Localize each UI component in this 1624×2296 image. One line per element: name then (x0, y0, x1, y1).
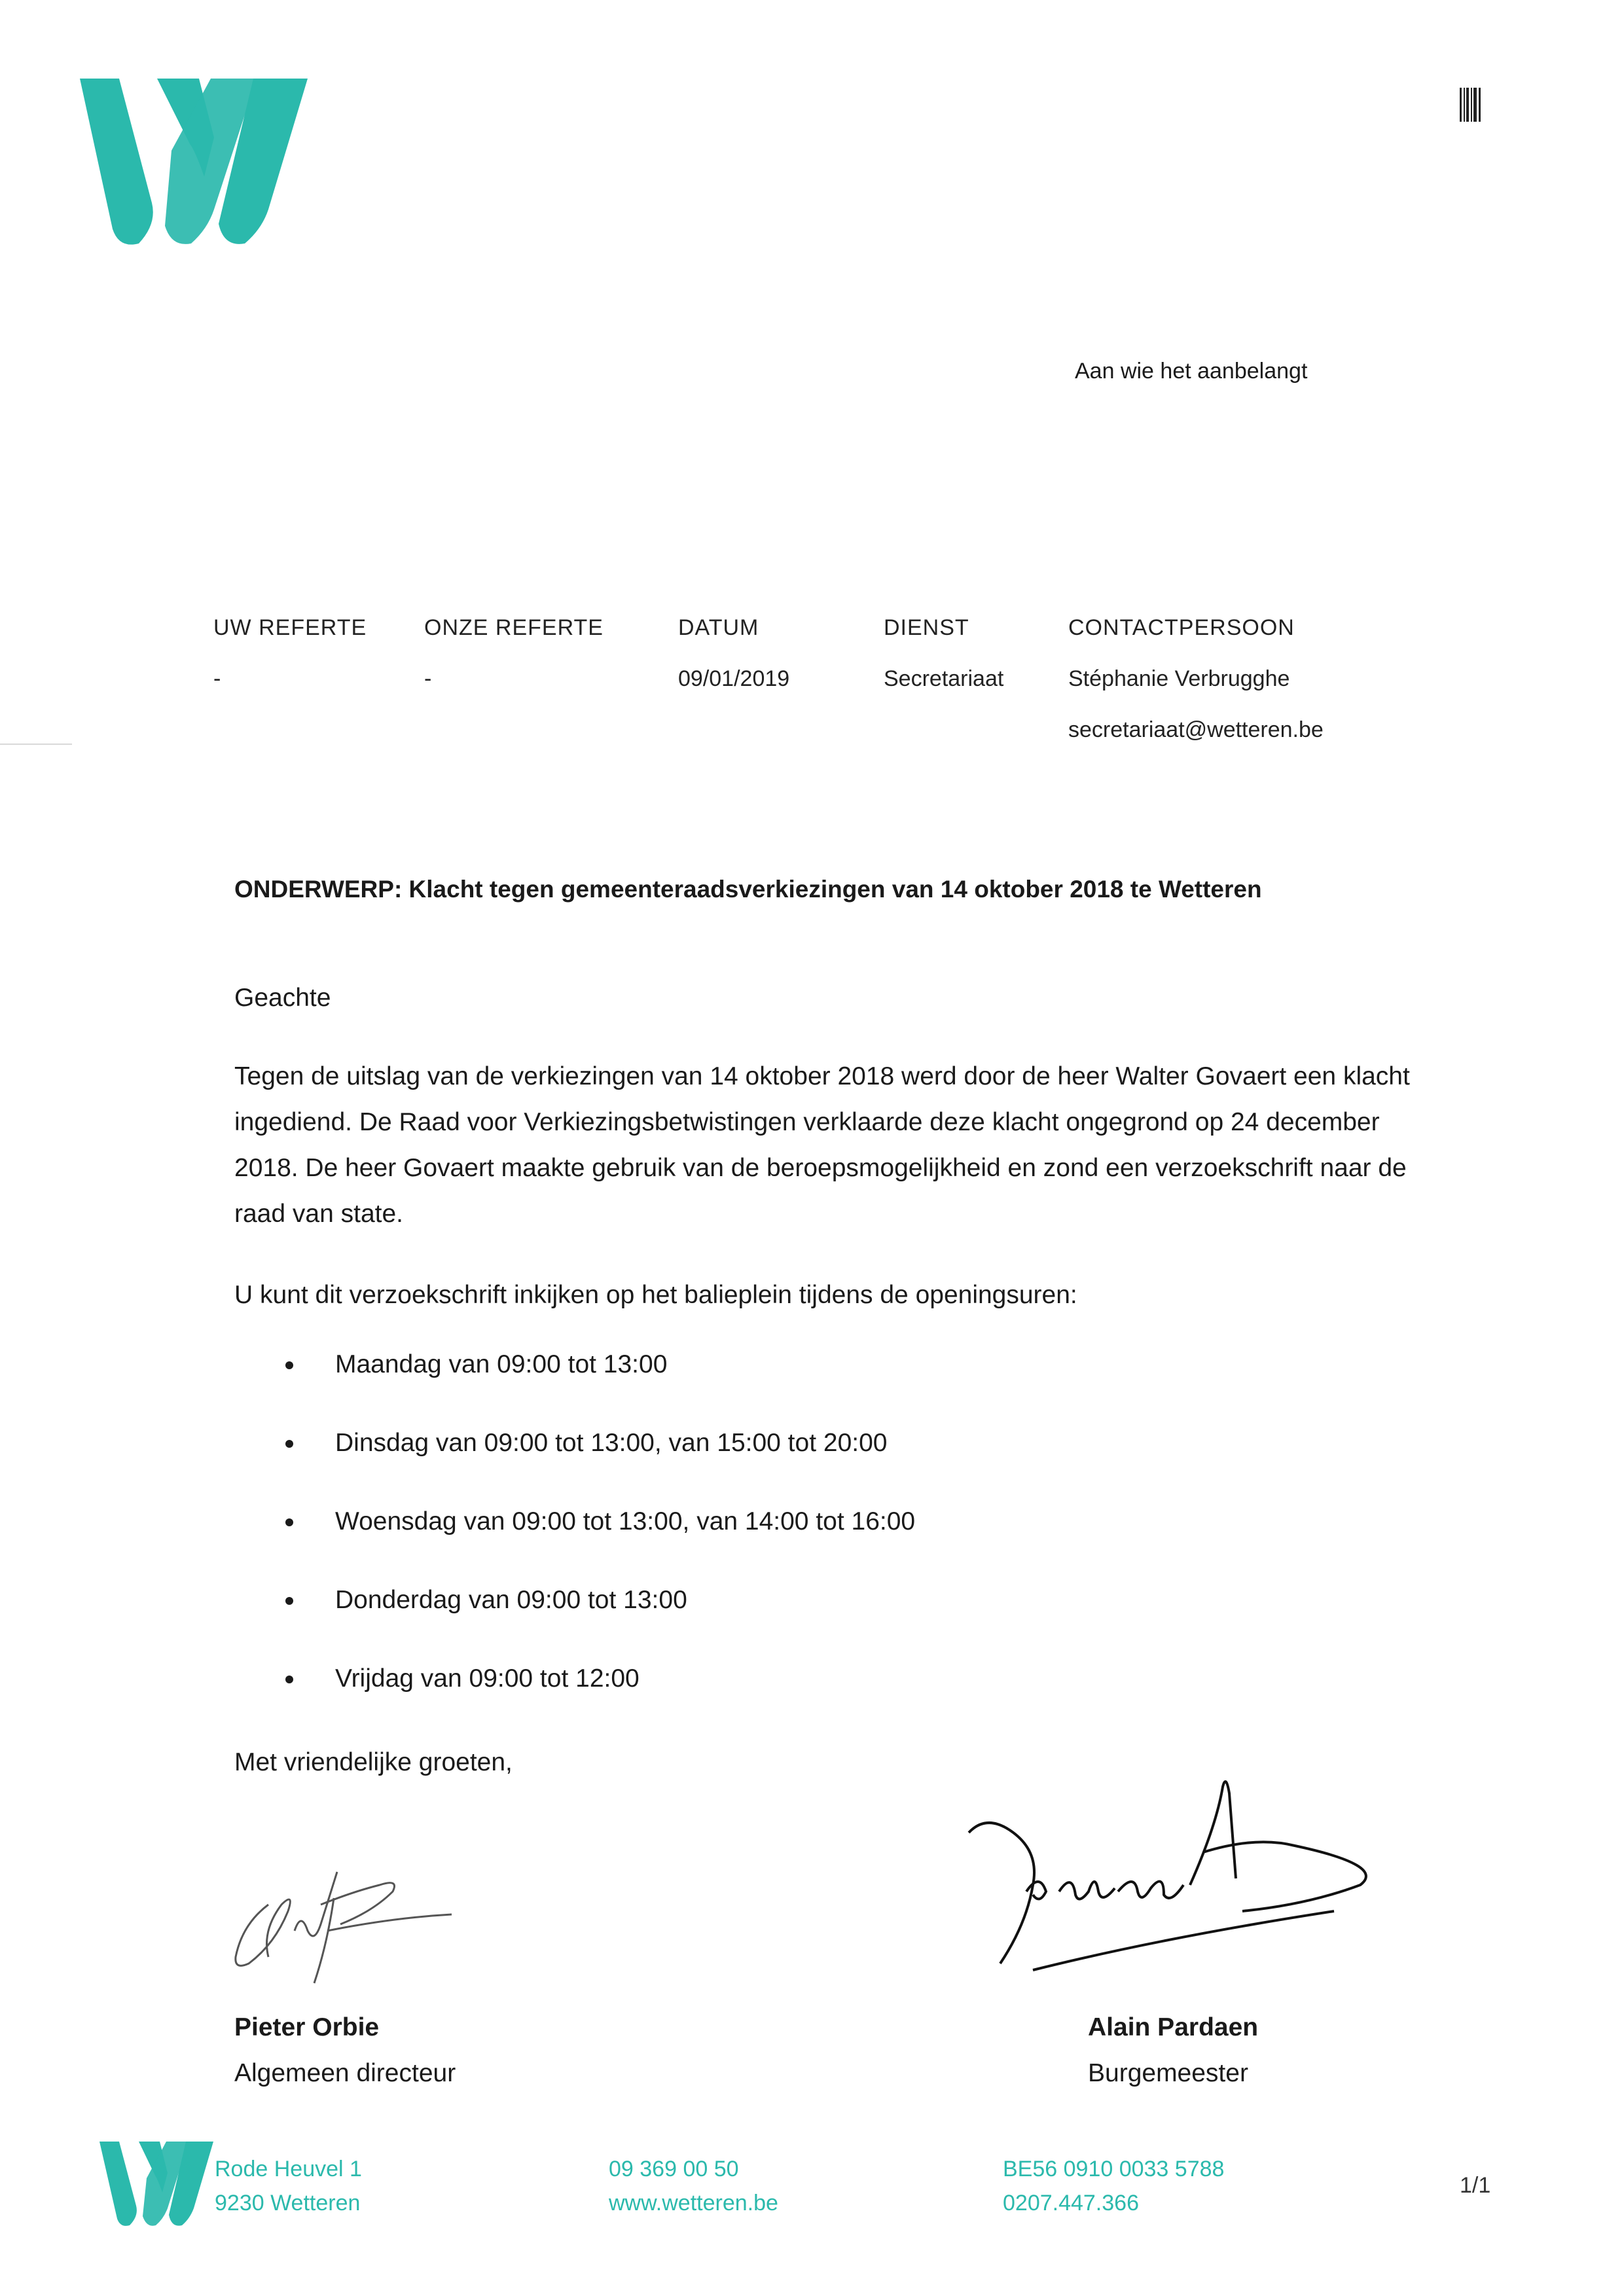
recipient-line: Aan wie het aanbelangt (1075, 359, 1308, 384)
page-number: 1/1 (1460, 2173, 1491, 2198)
paragraph-1: Tegen de uitslag van de verkiezingen van 14 oktober 2018 werd door de heer Walter Govaert een klacht ingediend. De Raad voor Verkiezingsbetwistingen verklaarde deze klacht ongegrond op 24 december 2018. De heer Govaert maakte gebruik van de beroepsmogelijkheid en zond een verzoekschrift naar de raad van state. (234, 1062, 1410, 1228)
uw-referte-label: UW REFERTE (213, 615, 367, 640)
signature-pardaen (967, 1774, 1386, 1990)
uw-referte-value: - (213, 666, 221, 691)
footer-phone[interactable]: 09 369 00 50 (609, 2157, 739, 2181)
list-item: Maandag van 09:00 tot 13:00 (281, 1348, 915, 1427)
opening-hours-list (281, 1348, 915, 1741)
footer-iban: BE56 0910 0033 5788 (1003, 2157, 1225, 2181)
wetteren-w-logo (73, 72, 312, 249)
footer-website[interactable]: www.wetteren.be (609, 2191, 778, 2215)
signer-role-2: Burgemeester (1088, 2059, 1248, 2087)
contactpersoon-email[interactable]: secretariaat@wetteren.be (1068, 717, 1324, 742)
footer-finance (1003, 2152, 1224, 2220)
onze-referte-value: - (424, 666, 432, 691)
list-item: Woensdag van 09:00 tot 13:00, van 14:00 tot 16:00 (281, 1505, 915, 1584)
bullet-icon (285, 1676, 293, 1683)
footer-contact (609, 2152, 778, 2220)
bullet-icon (285, 1361, 293, 1369)
signature-orbie (223, 1833, 471, 1990)
bullet-icon (285, 1518, 293, 1526)
datum-value: 09/01/2019 (678, 666, 790, 691)
paragraph-2: U kunt dit verzoekschrift inkijken op het balieplein tijdens de openingsuren: (234, 1281, 1077, 1309)
fold-mark (0, 744, 72, 745)
bullet-icon (285, 1597, 293, 1605)
barcode-icon (1460, 88, 1482, 122)
footer-address-line1: Rode Heuvel 1 (215, 2157, 362, 2181)
wetteren-w-logo-small (97, 2139, 215, 2229)
subject-line: ONDERWERP: Klacht tegen gemeenteraadsverkiezingen van 14 oktober 2018 te Wetteren (234, 876, 1262, 903)
contactpersoon-label: CONTACTPERSOON (1068, 615, 1295, 640)
signer-name-2: Alain Pardaen (1088, 2013, 1259, 2041)
signer-role-1: Algemeen directeur (234, 2059, 456, 2087)
dienst-value: Secretariaat (884, 666, 1004, 691)
datum-label: DATUM (678, 615, 759, 640)
footer-company-number: 0207.447.366 (1003, 2191, 1139, 2215)
signer-name-1: Pieter Orbie (234, 2013, 380, 2041)
dienst-label: DIENST (884, 615, 969, 640)
onze-referte-label: ONZE REFERTE (424, 615, 604, 640)
footer-address (215, 2152, 362, 2220)
salutation: Geachte (234, 984, 331, 1012)
list-item: Dinsdag van 09:00 tot 13:00, van 15:00 tot 20:00 (281, 1427, 915, 1505)
bullet-icon (285, 1440, 293, 1448)
contactpersoon-name: Stéphanie Verbrugghe (1068, 666, 1290, 691)
list-item: Vrijdag van 09:00 tot 12:00 (281, 1662, 915, 1741)
closing: Met vriendelijke groeten, (234, 1748, 513, 1776)
list-item: Donderdag van 09:00 tot 13:00 (281, 1584, 915, 1662)
footer-address-line2: 9230 Wetteren (215, 2191, 361, 2215)
